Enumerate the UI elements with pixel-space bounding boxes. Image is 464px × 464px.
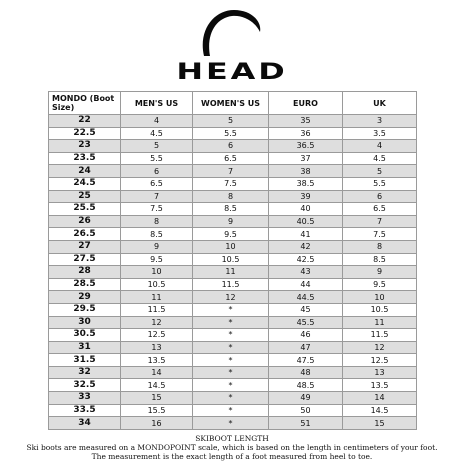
cell-mens-us: 11.5: [121, 303, 193, 316]
table-row: [49, 329, 417, 342]
cell-euro: 48: [269, 366, 343, 379]
cell-uk: 6.5: [343, 203, 417, 216]
cell-mens-us: 7: [121, 190, 193, 203]
table-row: [49, 341, 417, 354]
cell-uk: 8: [343, 240, 417, 253]
cell-womens-us: *: [193, 354, 269, 367]
cell-mondo: 31: [49, 341, 121, 354]
cell-euro: 44.5: [269, 291, 343, 304]
cell-mens-us: 4.5: [121, 127, 193, 140]
cell-uk: 4.5: [343, 152, 417, 165]
cell-uk: 11.5: [343, 329, 417, 342]
cell-mens-us: 5: [121, 140, 193, 153]
cell-euro: 36: [269, 127, 343, 140]
table-row: [49, 316, 417, 329]
table-row: [49, 203, 417, 216]
cell-mens-us: 9.5: [121, 253, 193, 266]
cell-uk: 13: [343, 366, 417, 379]
cell-womens-us: 5: [193, 115, 269, 128]
cell-uk: 9.5: [343, 278, 417, 291]
cell-womens-us: *: [193, 366, 269, 379]
cell-mens-us: 12: [121, 316, 193, 329]
cell-womens-us: *: [193, 404, 269, 417]
column-header-uk: UK: [343, 92, 417, 115]
cell-womens-us: 10: [193, 240, 269, 253]
cell-mondo: 24: [49, 165, 121, 178]
column-header-mens-us: MEN'S US: [121, 92, 193, 115]
cell-mondo: 25: [49, 190, 121, 203]
cell-womens-us: 9: [193, 215, 269, 228]
cell-uk: 13.5: [343, 379, 417, 392]
cell-euro: 49: [269, 392, 343, 405]
cell-mondo: 34: [49, 417, 121, 430]
cell-womens-us: *: [193, 329, 269, 342]
cell-womens-us: *: [193, 379, 269, 392]
cell-mens-us: 6: [121, 165, 193, 178]
cell-uk: 14: [343, 392, 417, 405]
table-row: [49, 152, 417, 165]
cell-euro: 42.5: [269, 253, 343, 266]
caption-line-2: The measurement is the exact length of a foot measured from heel to toe.: [91, 452, 373, 461]
table-row: [49, 240, 417, 253]
cell-euro: 44: [269, 278, 343, 291]
cell-mens-us: 15: [121, 392, 193, 405]
cell-euro: 38: [269, 165, 343, 178]
cell-uk: 7: [343, 215, 417, 228]
cell-euro: 40: [269, 203, 343, 216]
cell-womens-us: 8: [193, 190, 269, 203]
table-row: [49, 379, 417, 392]
cell-uk: 9: [343, 266, 417, 279]
caption: [0, 434, 464, 461]
cell-mondo: 32: [49, 366, 121, 379]
cell-euro: 46: [269, 329, 343, 342]
cell-uk: 6: [343, 190, 417, 203]
table-row: [49, 291, 417, 304]
cell-uk: 14.5: [343, 404, 417, 417]
cell-mens-us: 15.5: [121, 404, 193, 417]
cell-womens-us: 11: [193, 266, 269, 279]
cell-mens-us: 4: [121, 115, 193, 128]
cell-euro: 48.5: [269, 379, 343, 392]
cell-mondo: 26: [49, 215, 121, 228]
cell-mens-us: 8: [121, 215, 193, 228]
cell-mondo: 30.5: [49, 329, 121, 342]
cell-euro: 42: [269, 240, 343, 253]
cell-mens-us: 10: [121, 266, 193, 279]
table-row: [49, 354, 417, 367]
table-row: [49, 266, 417, 279]
cell-mens-us: 14.5: [121, 379, 193, 392]
cell-mens-us: 11: [121, 291, 193, 304]
cell-uk: 3: [343, 115, 417, 128]
cell-mondo: 28: [49, 266, 121, 279]
cell-euro: 35: [269, 115, 343, 128]
cell-womens-us: 11.5: [193, 278, 269, 291]
cell-mondo: 32.5: [49, 379, 121, 392]
column-header-womens-us: WOMEN'S US: [193, 92, 269, 115]
cell-womens-us: 9.5: [193, 228, 269, 241]
table-header-row: [49, 92, 417, 115]
table-row: [49, 127, 417, 140]
cell-euro: 45: [269, 303, 343, 316]
column-header-mondo: MONDO (Boot Size): [49, 92, 121, 115]
table-row: [49, 177, 417, 190]
cell-womens-us: *: [193, 417, 269, 430]
cell-mondo: 23: [49, 140, 121, 153]
cell-mens-us: 6.5: [121, 177, 193, 190]
cell-womens-us: 6: [193, 140, 269, 153]
cell-mondo: 33: [49, 392, 121, 405]
cell-mens-us: 9: [121, 240, 193, 253]
cell-uk: 12.5: [343, 354, 417, 367]
cell-euro: 41: [269, 228, 343, 241]
cell-mens-us: 10.5: [121, 278, 193, 291]
cell-mondo: 22.5: [49, 127, 121, 140]
cell-mens-us: 14: [121, 366, 193, 379]
cell-euro: 51: [269, 417, 343, 430]
cell-mondo: 27: [49, 240, 121, 253]
cell-mondo: 26.5: [49, 228, 121, 241]
cell-euro: 37: [269, 152, 343, 165]
cell-uk: 11: [343, 316, 417, 329]
table-row: [49, 404, 417, 417]
cell-mondo: 22: [49, 115, 121, 128]
cell-uk: 7.5: [343, 228, 417, 241]
table-row: [49, 140, 417, 153]
cell-mens-us: 12.5: [121, 329, 193, 342]
cell-mondo: 33.5: [49, 404, 121, 417]
cell-uk: 4: [343, 140, 417, 153]
cell-womens-us: 5.5: [193, 127, 269, 140]
cell-womens-us: *: [193, 392, 269, 405]
table-row: [49, 228, 417, 241]
cell-euro: 45.5: [269, 316, 343, 329]
table-row: [49, 417, 417, 430]
head-logo-icon: [196, 6, 266, 58]
cell-uk: 10.5: [343, 303, 417, 316]
caption-line-1: Ski boots are measured on a MONDOPOINT scale, which is based on the length in centimeters of your foot.: [26, 443, 438, 452]
cell-mens-us: 13.5: [121, 354, 193, 367]
cell-euro: 40.5: [269, 215, 343, 228]
cell-mondo: 31.5: [49, 354, 121, 367]
cell-uk: 8.5: [343, 253, 417, 266]
cell-uk: 3.5: [343, 127, 417, 140]
table-row: [49, 253, 417, 266]
cell-mens-us: 16: [121, 417, 193, 430]
cell-mondo: 28.5: [49, 278, 121, 291]
cell-womens-us: 7: [193, 165, 269, 178]
table-row: [49, 366, 417, 379]
cell-womens-us: *: [193, 316, 269, 329]
cell-mondo: 30: [49, 316, 121, 329]
cell-euro: 43: [269, 266, 343, 279]
cell-mens-us: 5.5: [121, 152, 193, 165]
table-body: [49, 115, 417, 430]
cell-womens-us: 12: [193, 291, 269, 304]
table-row: [49, 165, 417, 178]
table-row: [49, 215, 417, 228]
table-row: [49, 190, 417, 203]
brand-header: [0, 0, 464, 90]
cell-mondo: 25.5: [49, 203, 121, 216]
cell-euro: 47.5: [269, 354, 343, 367]
cell-mondo: 24.5: [49, 177, 121, 190]
brand-wordmark: HEAD: [176, 60, 288, 85]
size-conversion-table: [48, 91, 417, 430]
cell-euro: 50: [269, 404, 343, 417]
cell-womens-us: 8.5: [193, 203, 269, 216]
cell-womens-us: *: [193, 341, 269, 354]
cell-mondo: 27.5: [49, 253, 121, 266]
cell-uk: 12: [343, 341, 417, 354]
cell-uk: 15: [343, 417, 417, 430]
cell-mondo: 29.5: [49, 303, 121, 316]
cell-uk: 5: [343, 165, 417, 178]
cell-womens-us: 7.5: [193, 177, 269, 190]
cell-mondo: 23.5: [49, 152, 121, 165]
cell-uk: 5.5: [343, 177, 417, 190]
table-row: [49, 278, 417, 291]
cell-euro: 38.5: [269, 177, 343, 190]
column-header-euro: EURO: [269, 92, 343, 115]
caption-title: SKIBOOT LENGTH: [195, 434, 269, 443]
table-row: [49, 392, 417, 405]
cell-uk: 10: [343, 291, 417, 304]
table-row: [49, 115, 417, 128]
cell-mens-us: 8.5: [121, 228, 193, 241]
table-row: [49, 303, 417, 316]
cell-euro: 39: [269, 190, 343, 203]
cell-mondo: 29: [49, 291, 121, 304]
cell-mens-us: 13: [121, 341, 193, 354]
cell-euro: 47: [269, 341, 343, 354]
cell-womens-us: *: [193, 303, 269, 316]
cell-womens-us: 6.5: [193, 152, 269, 165]
cell-womens-us: 10.5: [193, 253, 269, 266]
cell-euro: 36.5: [269, 140, 343, 153]
cell-mens-us: 7.5: [121, 203, 193, 216]
